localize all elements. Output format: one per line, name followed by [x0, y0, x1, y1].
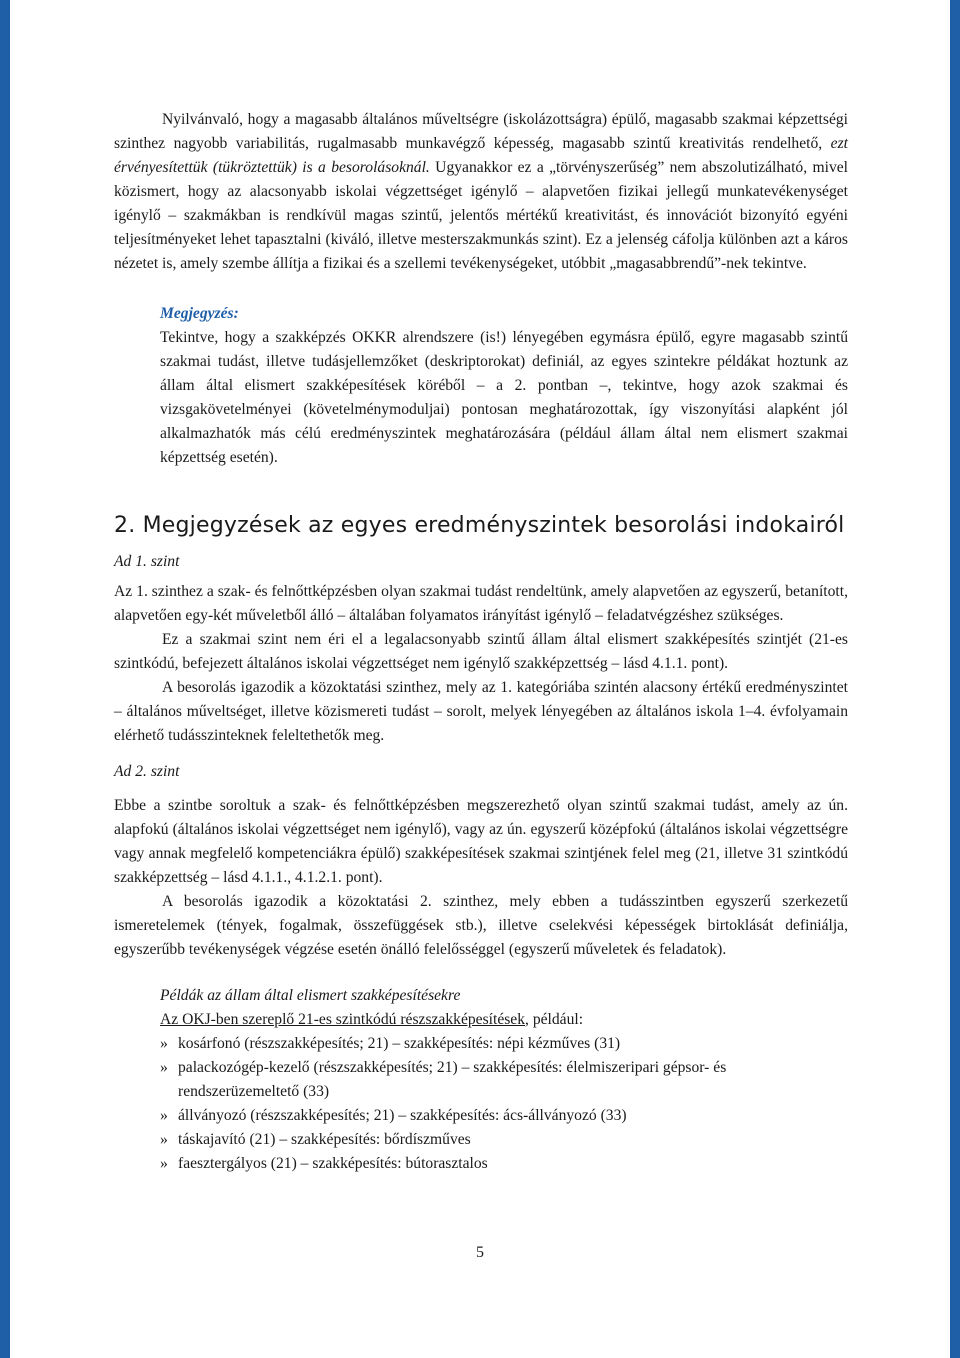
ad1-paragraph-3: A besorolás igazodik a közoktatási szinthez, mely az 1. kategóriába szintén alacsony értékű eredményszintet – általános műveltséget, illetve közismereti tudást – sorolt, melyek lényegében az általános iskola 1–4. évfolyamain elérhető tudásszinteknek feleltethetők meg.	[114, 679, 848, 744]
ad2-paragraph-2: A besorolás igazodik a közoktatási 2. szinthez, mely ebben a tudásszintben egyszerű szerkezetű ismeretelemek (tények, fogalmak, összefüggések stb.), illetve cselekvési képességek birtoklását definiálja, egyszerűbb tevékenységek végzése esetén önálló felelősséggel (egyszerű műveletek és feladatok).	[114, 893, 848, 958]
list-item	[160, 1032, 848, 1056]
note-text: Tekintve, hogy a szakképzés OKKR alrendszere (is!) lényegében egymásra épülő, egyre magasabb szintű szakmai tudást, illetve tudásjellemzőket (deskriptorokat) definiál, az egyes szintekre példákat hoztunk az állam által elismert szakképesítések köréből – a 2. pontban –, tekintve, hogy azok szakmai és vizsgakövetelményei (követelménymoduljai) pontosan meghatározottak, így viszonyítási alapként jól alkalmazhatók más célú eredményszintek meghatározására (például állam által nem elismert szakmai képzettség esetén).	[160, 329, 848, 466]
list-item-text: faesztergályos (21) – szakképesítés: bútorasztalos	[178, 1155, 488, 1172]
examples-block	[160, 984, 848, 1032]
list-item	[160, 1152, 848, 1176]
page-number: 5	[476, 1244, 484, 1261]
intro-text-b: Ugyanakkor ez a „törvényszerűség” nem abszolutizálható, mivel közismert, hogy az alacsonyabb iskolai végzettséget igénylő – alapvetően fizikai jellegű munkatevékenységet igénylő – szakmákban is rendkívül magas szintű, jelentős mértékű kreativitást, és innovációt bizonyító egyéni teljesítményeket lehet tapasztalni (kiváló, illetve mesterszakmunkás szint). Ez a jelenség cáfolja különben azt a káros nézetet is, amely szembe állítja a fizikai és a szellemi tevékenységeket, utóbbit „magasabbrendű”-nek tekintve.	[114, 159, 848, 272]
note-title: Megjegyzés:	[160, 305, 239, 322]
intro-text-italic: ezt érvényesítettük (tükröztettük) is a besorolásoknál.	[114, 135, 848, 176]
right-blue-margin-bar	[950, 0, 960, 1358]
list-item-text: kosárfonó (részszakképesítés; 21) – szakképesítés: népi kézműves (31)	[178, 1035, 621, 1052]
examples-intro	[160, 1008, 848, 1032]
list-item-text: táskajavító (21) – szakképesítés: bőrdíszműves	[178, 1131, 471, 1148]
ad2-paragraph-1: Ebbe a szintbe soroltuk a szak- és felnőttképzésben megszerezhető olyan szintű szakmai tudást, amely az ún. alapfokú (általános iskolai végzettséget nem igénylő), vagy az ún. egyszerű középfokú (általános iskolai végzettségre vagy annak megfelelő kompetenciákra épülő) szakképesítések szakmai szintjének felel meg (21, illetve 31 szintkódú szakképzettség – lásd 4.1.1., 4.1.2.1. pont).	[114, 797, 848, 886]
bullet-marker: »	[160, 1059, 168, 1076]
list-item	[160, 1128, 848, 1152]
bullet-marker: »	[160, 1131, 168, 1148]
examples-title: Példák az állam által elismert szakképesítésekre	[160, 987, 461, 1004]
ad1-title: Ad 1. szint	[114, 553, 180, 570]
examples-intro-underlined: Az OKJ-ben szereplő 21-es szintkódú részszakképesítések	[160, 1011, 526, 1028]
list-item-text: állványozó (részszakképesítés; 21) – szakképesítés: ács-állványozó (33)	[178, 1107, 627, 1124]
note-block	[160, 302, 848, 470]
intro-paragraph	[114, 108, 848, 276]
left-blue-margin-bar	[0, 0, 10, 1358]
ad1-paragraph-2: Ez a szakmai szint nem éri el a legalacsonyabb szintű állam által elismert szakképesítés szintjét (21-es szintkódú, befejezett általános iskolai végzettséget nem igénylő szakképzettség – lásd 4.1.1. pont).	[114, 631, 848, 672]
ad1-paragraph-1: Az 1. szinthez a szak- és felnőttképzésben olyan szakmai tudást rendeltünk, amely alapvetően az egyszerű, betanított, alapvetően egy-két műveletből álló – általában folyamatos irányítást igénylő – feladatvégzéshez szükséges.	[114, 583, 848, 624]
list-item-text: palackozógép-kezelő (részszakképesítés; 21) – szakképesítés: élelmiszeripari gépsor- és rendszerüzemeltető (33)	[178, 1059, 727, 1100]
ad2-title: Ad 2. szint	[114, 763, 180, 780]
list-item	[160, 1104, 848, 1128]
section-heading: 2. Megjegyzések az egyes eredményszintek besorolási indokairól	[114, 513, 845, 538]
bullet-marker: »	[160, 1155, 168, 1172]
intro-text-a: Nyilvánvaló, hogy a magasabb általános műveltségre (iskolázottságra) épülő, magasabb szakmai képzettségi szinthez nagyobb variabilitás, rugalmasabb munkavégző képesség, magasabb szintű kreativitás rendelhető,	[114, 111, 848, 152]
bullet-marker: »	[160, 1107, 168, 1124]
page-body	[114, 108, 848, 1176]
list-item	[160, 1056, 848, 1104]
bullet-marker: »	[160, 1035, 168, 1052]
examples-intro-rest: , például:	[525, 1011, 584, 1028]
examples-list	[160, 1032, 848, 1176]
